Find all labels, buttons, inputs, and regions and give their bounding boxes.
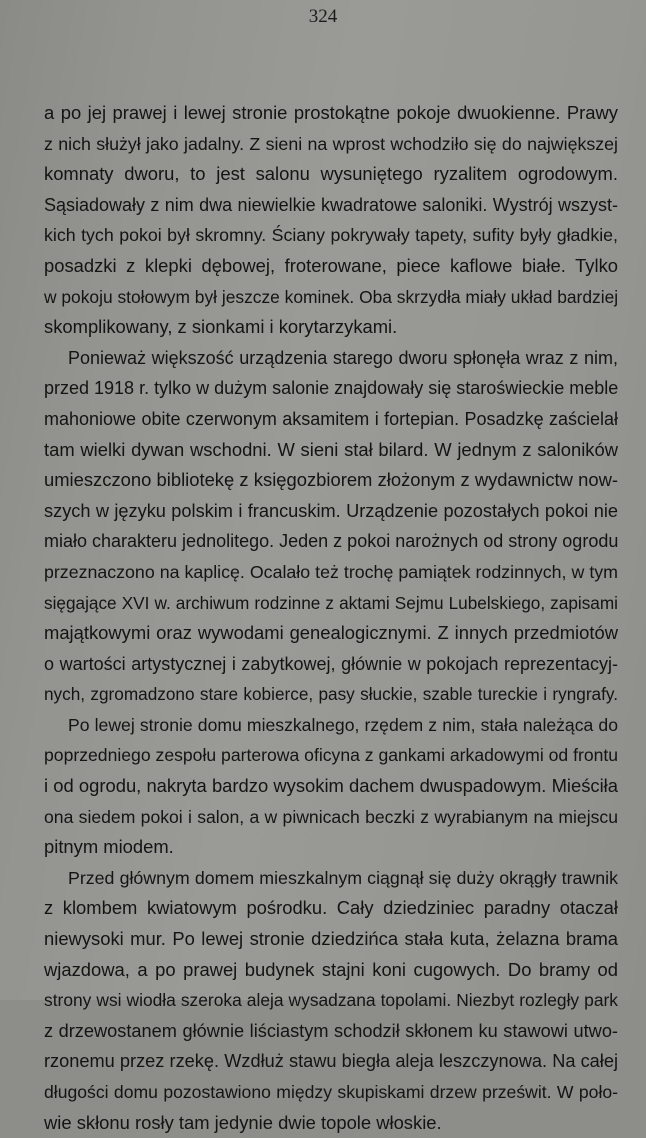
text-line: niewysoki mur. Po lewej stronie dziedzińca stała kuta, żelazna brama: [44, 928, 618, 950]
text-line: Przed głównym domem mieszkalnym ciągnął się duży okrągły trawnik: [68, 867, 618, 888]
paragraph-3: [44, 710, 618, 863]
text-line: z klombem kwiatowym pośrodku. Cały dziedziniec paradny otaczał: [44, 897, 618, 919]
text-line: przeznaczono na kaplicę. Ocalało też trochę pamiątek rodzinnych, w tym: [44, 561, 618, 582]
text-line: w pokoju stołowym był jeszcze kominek. Oba skrzydła miały układ bardziej: [44, 286, 619, 307]
text-line: wjazdowa, a po prawej budynek stajni koni cugowych. Do bramy od: [44, 958, 618, 980]
paragraph-2: [44, 343, 618, 710]
text-line: majątkowymi oraz wywodami genealogicznymi. Z innych przedmiotów: [44, 622, 618, 644]
text-line: z drzewostanem głównie liściastym schodził skłonem ku stawowi utwo-: [44, 1020, 618, 1041]
text-line: szych w języku polskim i francuskim. Urządzenie pozostałych pokoi nie: [44, 500, 618, 521]
text-line: komnaty dworu, to jest salonu wysuniętego ryzalitem ogrodowym.: [44, 163, 618, 185]
text-line: tam wielki dywan wschodni. W sieni stał bilard. W jednym z saloników: [44, 438, 618, 460]
text-line: o wartości artystycznej i zabytkowej, głównie w pokojach reprezentacyj-: [44, 653, 618, 674]
paragraph-4: [44, 863, 618, 1138]
page-number: 324: [308, 6, 338, 27]
text-line: poprzedniego zespołu parterowa oficyna z gankami arkadowymi od frontu: [44, 745, 619, 766]
text-line: a po jej prawej i lewej stronie prostokątne pokoje dwuokienne. Prawy: [44, 102, 618, 123]
text-line: miało charakteru jednolitego. Jeden z pokoi narożnych od strony ogrodu: [44, 531, 619, 552]
text-line: przed 1918 r. tylko w dużym salonie znajdowały się staroświeckie meble: [44, 378, 619, 399]
text-line: Po lewej stronie domu mieszkalnego, rzędem z nim, stała należąca do: [68, 714, 618, 735]
text-line: Ponieważ większość urządzenia starego dworu spłonęła wraz z nim,: [68, 347, 618, 368]
text-line: rzonemu przez rzekę. Wzdłuż stawu biegła aleja leszczynowa. Na całej: [44, 1051, 618, 1072]
text-line: posadzki z klepki dębowej, froterowane, piece kaflowe białe. Tylko: [44, 254, 618, 276]
text-line: z nich służył jako jadalny. Z sieni na wprost wchodziło się do największej: [44, 133, 618, 154]
text-line: strony wsi wiodła szeroka aleja wysadzana topolami. Niezbyt rozległy park: [44, 990, 618, 1011]
text-line: mahoniowe obite czerwonym aksamitem i fortepian. Posadzkę zaścielał: [44, 408, 618, 429]
text-line: i od ogrodu, nakryta bardzo wysokim dachem dwuspadowym. Mieściła: [44, 775, 618, 797]
text-line: pitnym miodem.: [44, 836, 174, 858]
text-line: sięgające XVI w. archiwum rodzinne z aktami Sejmu Lubelskiego, zapisami: [44, 592, 618, 613]
paragraph-1: [44, 98, 618, 343]
body-text: [44, 98, 618, 1138]
text-line: skomplikowany, z sionkami i korytarzykami.: [44, 316, 398, 338]
text-line: Sąsiadowały z nim dwa niewielkie kwadratowe saloniki. Wystrój wszyst-: [44, 194, 618, 215]
text-line: kich tych pokoi był skromny. Ściany pokrywały tapety, sufity były gładkie,: [44, 225, 618, 246]
text-line: nych, zgromadzono stare kobierce, pasy słuckie, szable tureckie i ryngrafy.: [44, 684, 618, 705]
text-line: wie skłonu rosły tam jedynie dwie topole włoskie.: [44, 1111, 442, 1133]
text-line: ona siedem pokoi i salon, a w piwnicach beczki z wyrabianym na miejscu: [44, 806, 618, 827]
text-line: długości domu pozostawiono między skupiskami drzew prześwit. W poło-: [44, 1082, 618, 1102]
text-line: umieszczono bibliotekę z księgozbiorem złożonym z wydawnictw now-: [44, 469, 618, 491]
